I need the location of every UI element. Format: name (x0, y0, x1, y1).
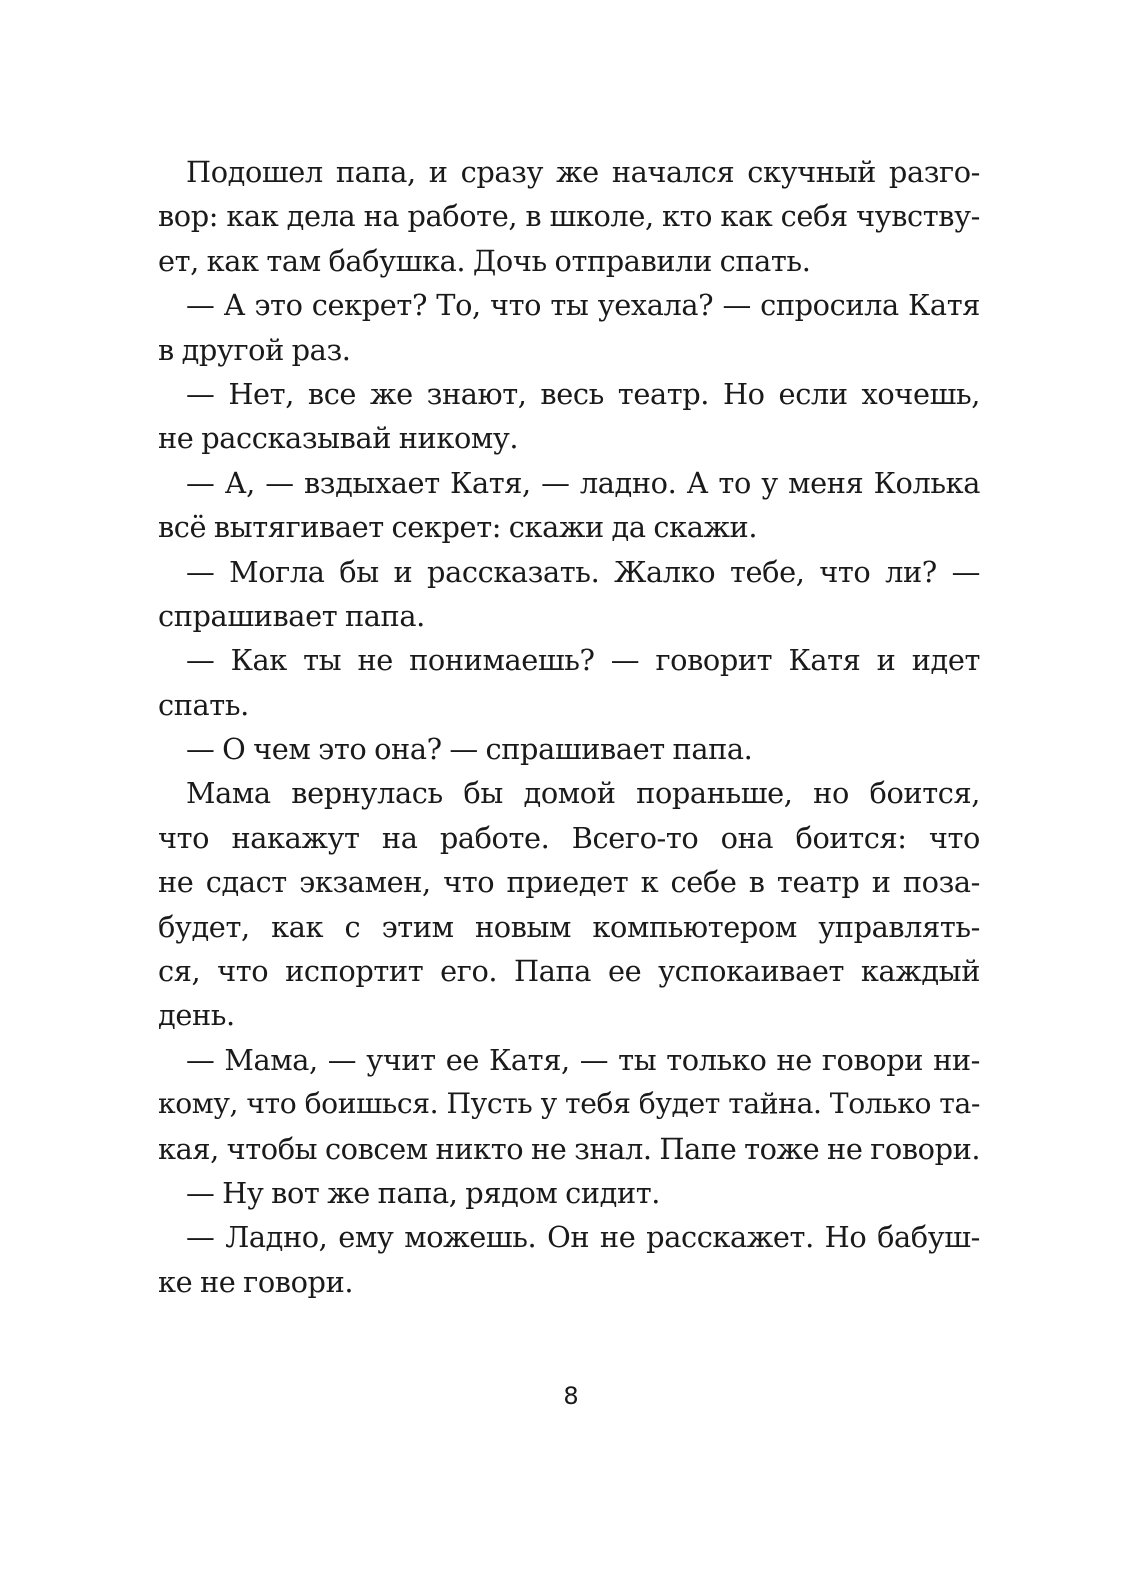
text-line: не рассказывай никому. (158, 421, 519, 456)
text-line: ет, как там бабушка. Дочь отправили спать. (158, 243, 811, 278)
text-line: Подошел папа, и сразу же начался скучный разго- (186, 155, 980, 189)
text-line: кая, чтобы совсем никто не знал. Папе тоже не говори. (158, 1131, 981, 1166)
text-line: Мама вернулась бы домой пораньше, но боится, (186, 776, 980, 811)
text-line: вор: как дела на работе, в школе, кто как себя чувству- (158, 199, 980, 234)
text-line: не сдаст экзамен, что приедет к себе в театр и поза- (158, 865, 980, 900)
text-line: что накажут на работе. Всего-то она боится: что (158, 820, 980, 855)
text-line: кому, что боишься. Пусть у тебя будет тайна. Только та- (158, 1087, 980, 1121)
text-line: — А, — вздыхает Катя, — ладно. А то у меня Колька (186, 465, 980, 500)
text-line: ке не говори. (158, 1264, 354, 1299)
text-line: — А это секрет? То, что ты уехала? — спросила Катя (186, 288, 980, 323)
text-line: — Могла бы и рассказать. Жалко тебе, что ли? — (186, 554, 980, 589)
text-line: всё вытягивает секрет: скажи да скажи. (158, 510, 758, 545)
text-line: — Нет, все же знают, весь театр. Но если хочешь, (186, 376, 980, 411)
text-line: — Ладно, ему можешь. Он не расскажет. Но бабуш- (186, 1220, 980, 1255)
text-line: спать. (158, 687, 249, 722)
text-line: будет, как с этим новым компьютером управлять- (158, 909, 980, 944)
text-line: — Как ты не понимаешь? — говорит Катя и идет (186, 643, 980, 678)
text-line: — Ну вот же папа, рядом сидит. (186, 1175, 661, 1210)
text-line: спрашивает папа. (158, 598, 425, 633)
page-number: 8 (563, 1382, 579, 1410)
text-line: ся, что испортит его. Папа ее успокаивает каждый (158, 954, 980, 989)
text-line: день. (158, 998, 235, 1033)
text-line: — О чем это она? — спрашивает папа. (186, 732, 753, 767)
text-line: — Мама, — учит ее Катя, — ты только не говори ни- (186, 1042, 980, 1077)
text-line: в другой раз. (158, 332, 351, 367)
body-text (158, 150, 980, 1304)
